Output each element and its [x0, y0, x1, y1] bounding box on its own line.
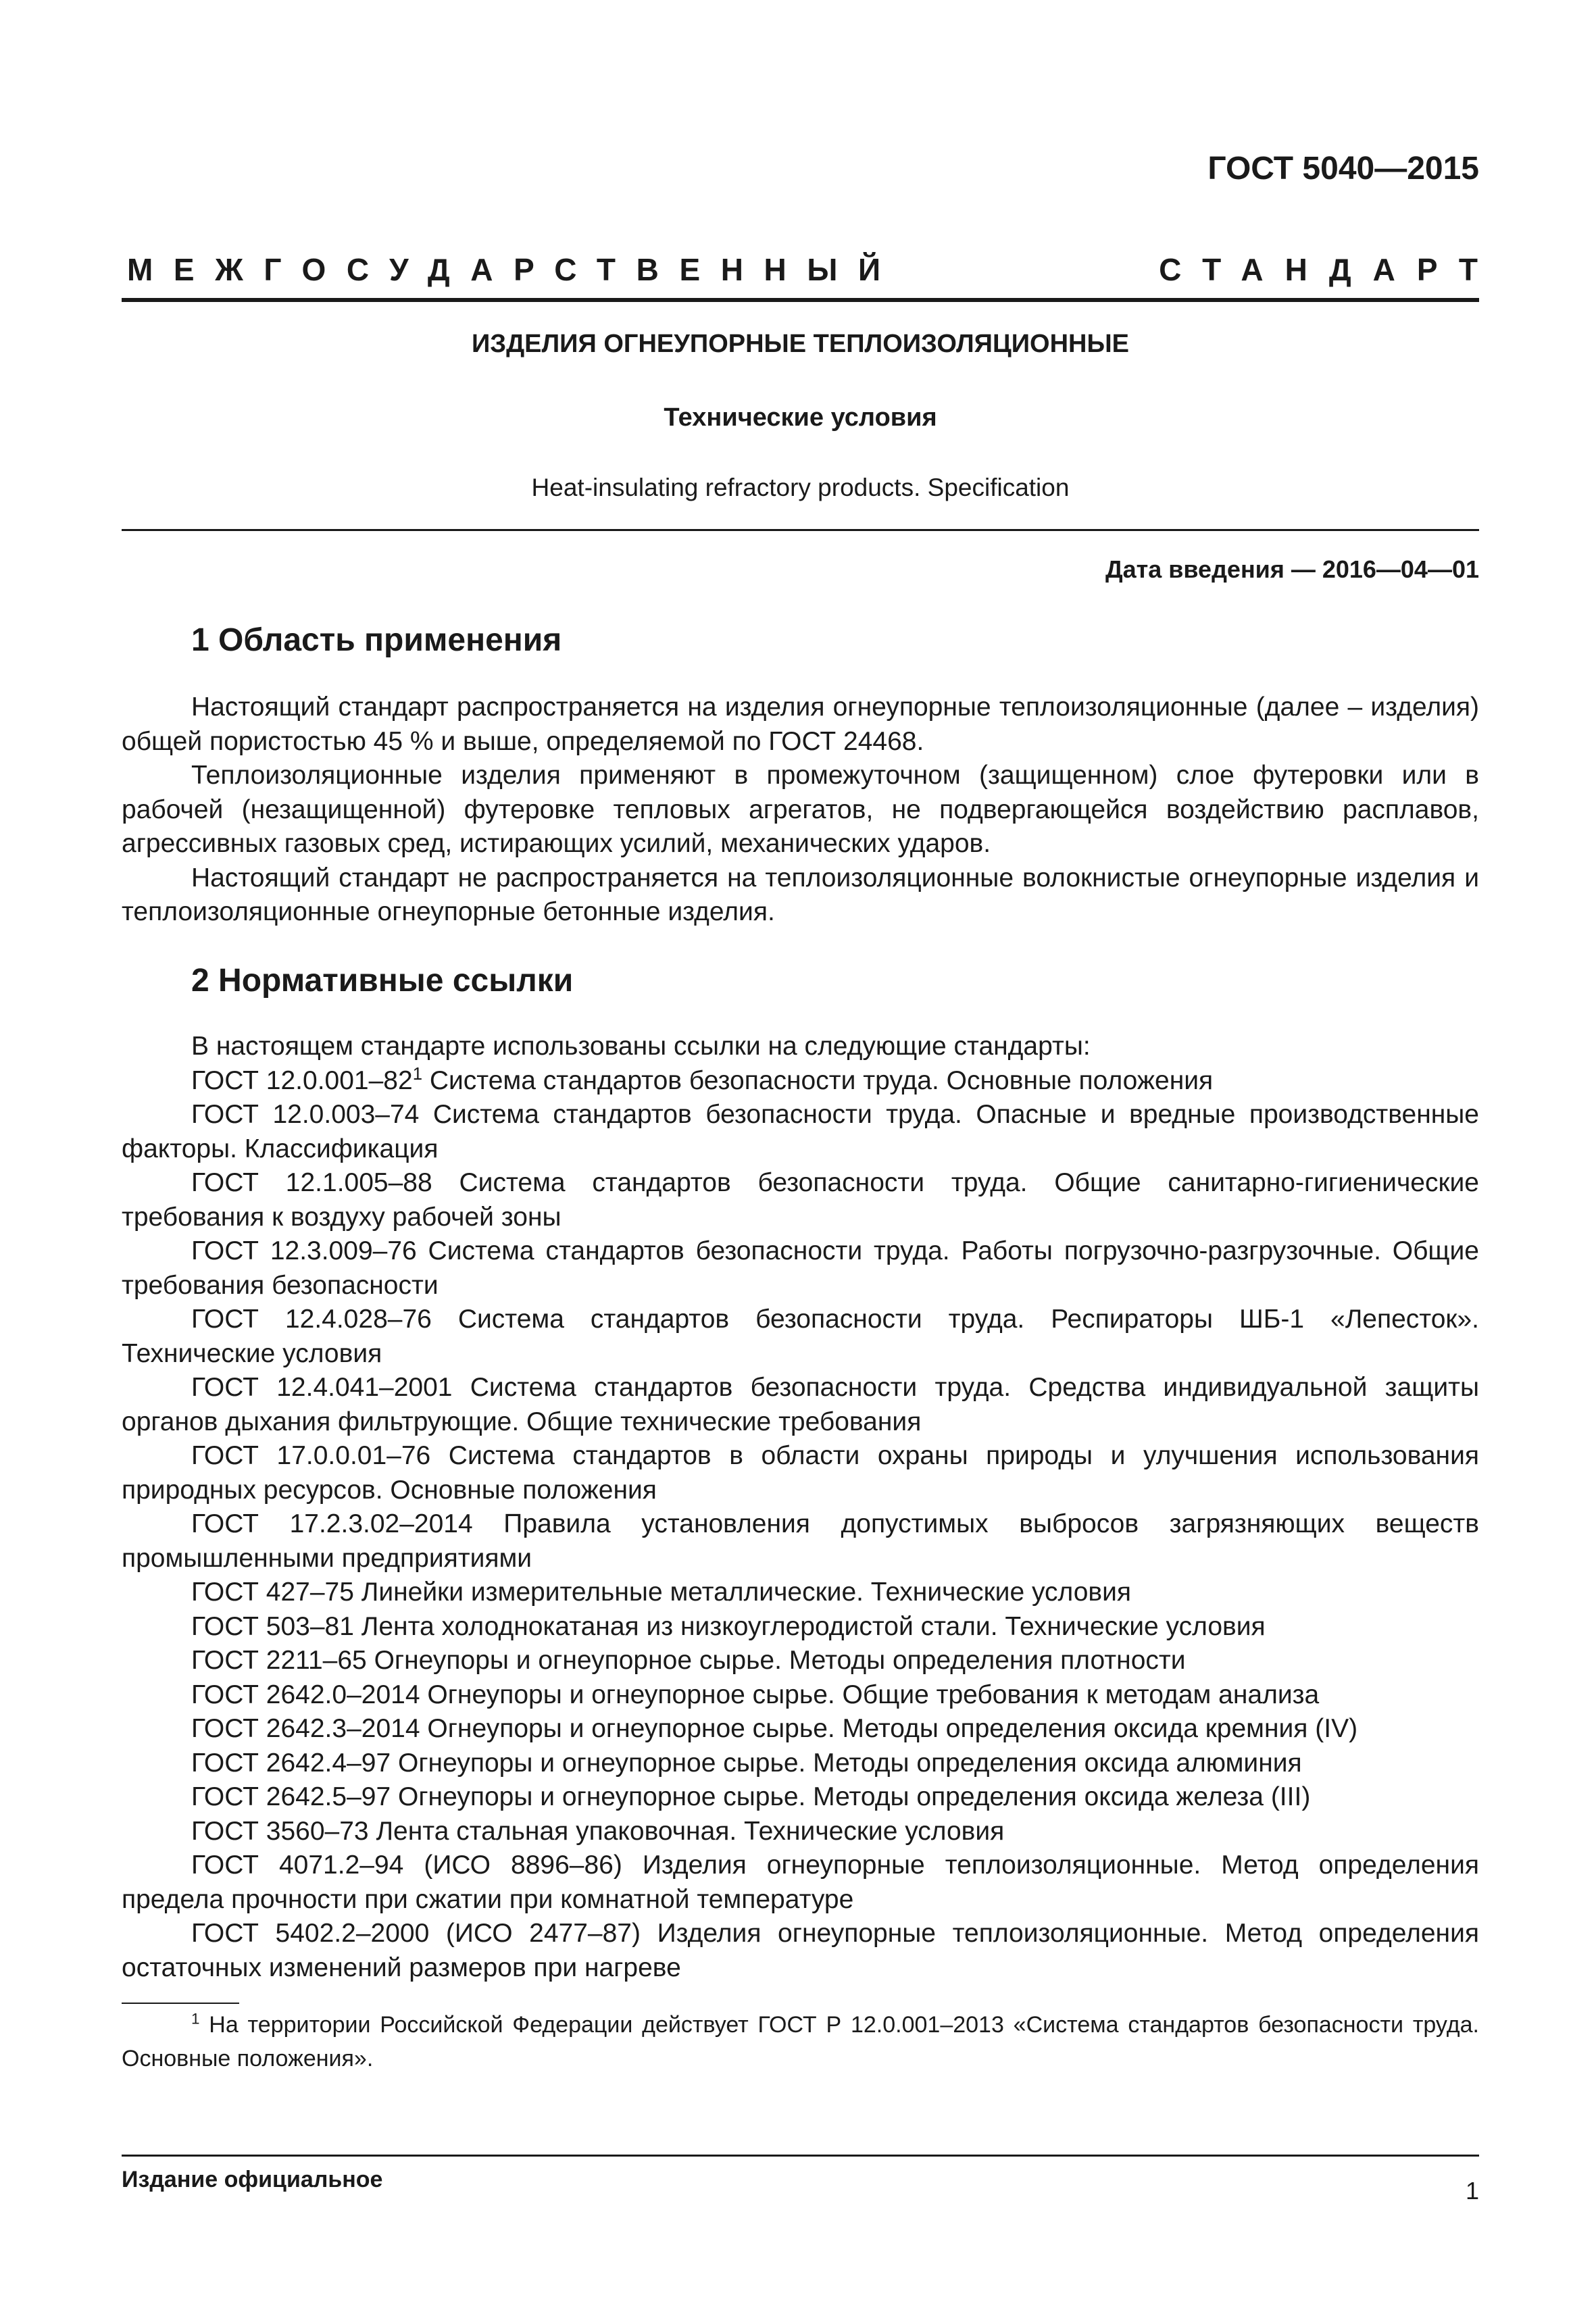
banner-word-interstate: МЕЖГОСУДАРСТВЕННЫЙ: [127, 252, 901, 287]
reference-code: ГОСТ 12.0.001–82: [191, 1065, 413, 1095]
reference-item: ГОСТ 12.3.009–76 Система стандартов безопасности труда. Работы погрузочно-разгрузочные. Общие требования безопасности: [122, 1236, 1479, 1300]
scope-paragraph: Теплоизоляционные изделия применяют в промежуточном (защищенном) слое футеровки или в рабочей (незащищенной) футеровке тепловых агрегатов, не подвергающейся воздействию расплавов, агрессивных газовых сред, истирающих усилий, механических ударов.: [122, 761, 1479, 858]
document-title-english: Heat-insulating refractory products. Specification: [531, 474, 1070, 501]
reference-item: ГОСТ 2642.4–97 Огнеупоры и огнеупорное сырье. Методы определения оксида алюминия: [191, 1748, 1302, 1778]
reference-item: ГОСТ 503–81 Лента холоднокатаная из низкоуглеродистой стали. Технические условия: [191, 1611, 1266, 1641]
reference-item: ГОСТ 12.4.041–2001 Система стандартов безопасности труда. Средства индивидуальной защиты органов дыхания фильтрующие. Общие технические требования: [122, 1373, 1479, 1436]
footnote-number: 1: [191, 2010, 200, 2028]
reference-item: ГОСТ 5402.2–2000 (ИСО 2477–87) Изделия огнеупорные теплоизоляционные. Метод определения остаточных изменений размеров при нагреве: [122, 1919, 1479, 1982]
section-heading-references: 2 Нормативные ссылки: [191, 963, 574, 999]
footnote-text: На территории Российской Федерации действует ГОСТ Р 12.0.001–2013 «Система стандартов безопасности труда. Основные положения».: [122, 2012, 1479, 2071]
document-number: ГОСТ 5040—2015: [1207, 151, 1479, 186]
official-edition-label: Издание официальное: [122, 2167, 383, 2192]
scope-paragraph: Настоящий стандарт не распространяется на теплоизоляционные волокнистые огнеупорные изделия и теплоизоляционные огнеупорные бетонные изделия.: [122, 863, 1479, 926]
page-number: 1: [1465, 2177, 1479, 2205]
header-divider: [122, 298, 1479, 302]
footnote: [122, 2008, 1479, 2076]
reference-item: ГОСТ 3560–73 Лента стальная упаковочная. Технические условия: [191, 1816, 1005, 1846]
reference-item: ГОСТ 12.1.005–88 Система стандартов безопасности труда. Общие санитарно-гигиенические требования к воздуху рабочей зоны: [122, 1168, 1479, 1232]
reference-item: ГОСТ 427–75 Линейки измерительные металлические. Технические условия: [191, 1578, 1132, 1607]
title-divider: [122, 529, 1479, 531]
references-intro: В настоящем стандарте использованы ссылки на следующие стандарты:: [191, 1032, 1091, 1061]
reference-item: ГОСТ 17.2.3.02–2014 Правила установления допустимых выбросов загрязняющих веществ промышленными предприятиями: [122, 1509, 1479, 1573]
reference-item: ГОСТ 2642.0–2014 Огнеупоры и огнеупорное сырье. Общие требования к методам анализа: [191, 1680, 1320, 1709]
footer-divider: [122, 2155, 1479, 2157]
scope-paragraph: Настоящий стандарт распространяется на изделия огнеупорные теплоизоляционные (далее – изделия) общей пористостью 45 % и выше, определяемой по ГОСТ 24468.: [122, 693, 1479, 756]
footnote-marker[interactable]: 1: [412, 1064, 422, 1084]
section-references-body: [122, 1030, 1479, 1985]
document-title: ИЗДЕЛИЯ ОГНЕУПОРНЫЕ ТЕПЛОИЗОЛЯЦИОННЫЕ: [471, 330, 1130, 358]
reference-item: ГОСТ 4071.2–94 (ИСО 8896–86) Изделия огнеупорные теплоизоляционные. Метод определения предела прочности при сжатии при комнатной температуре: [122, 1851, 1479, 1914]
banner-word-standard: СТАНДАРТ: [1159, 252, 1499, 287]
document-subtitle: Технические условия: [664, 403, 937, 432]
section-scope-body: [122, 690, 1479, 930]
footnote-divider: [122, 2003, 239, 2004]
section-heading-scope: 1 Область применения: [191, 622, 562, 658]
reference-item: ГОСТ 12.4.028–76 Система стандартов безопасности труда. Респираторы ШБ-1 «Лепесток». Технические условия: [122, 1305, 1479, 1368]
effective-date: Дата введения — 2016—04—01: [1105, 555, 1479, 583]
reference-item: ГОСТ 2642.5–97 Огнеупоры и огнеупорное сырье. Методы определения оксида железа (III): [191, 1782, 1311, 1811]
reference-item: [122, 1064, 1479, 1099]
reference-title: Система стандартов безопасности труда. Основные положения: [422, 1065, 1214, 1095]
reference-item: ГОСТ 17.0.0.01–76 Система стандартов в области охраны природы и улучшения использования природных ресурсов. Основные положения: [122, 1441, 1479, 1505]
reference-item: ГОСТ 2642.3–2014 Огнеупоры и огнеупорное сырье. Методы определения оксида кремния (IV): [191, 1714, 1358, 1743]
reference-item: ГОСТ 12.0.003–74 Система стандартов безопасности труда. Опасные и вредные производственные факторы. Классификация: [122, 1100, 1479, 1163]
reference-item: ГОСТ 2211–65 Огнеупоры и огнеупорное сырье. Методы определения плотности: [191, 1646, 1186, 1675]
